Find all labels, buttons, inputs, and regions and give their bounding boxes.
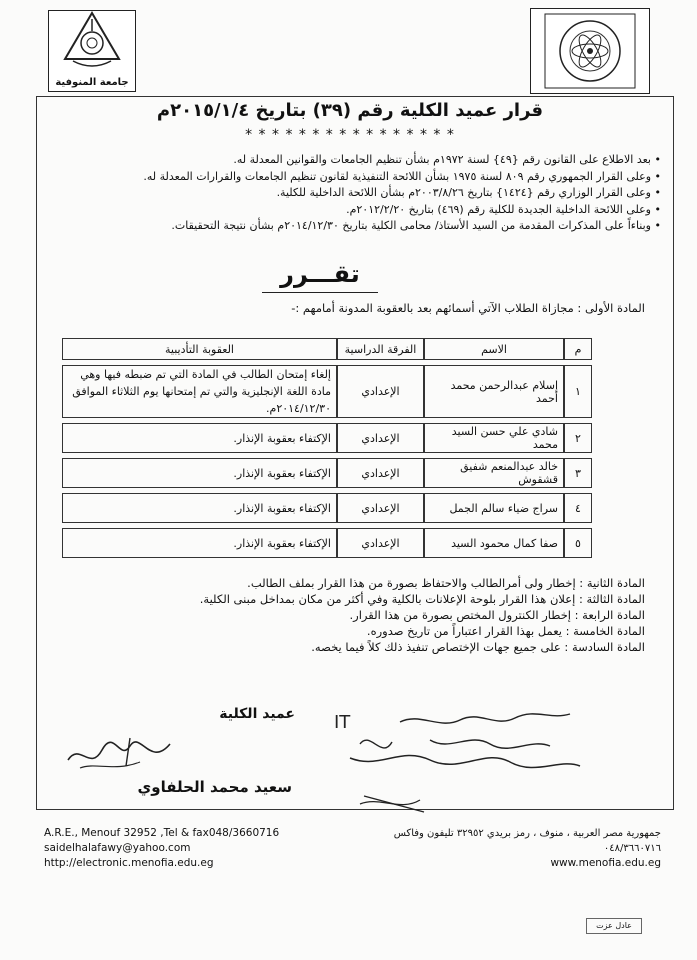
article-item: المادة الرابعة : إخطار الكنترول المختص بصورة من هذا القرار. [349, 608, 645, 622]
row-student-name: خالد عبدالمنعم شفيق قشقوش [424, 458, 564, 488]
row-student-name: سراج ضياء سالم الجمل [424, 493, 564, 523]
footer-website: http://electronic.menofia.edu.eg [44, 857, 214, 869]
row-penalty: الإكتفاء بعقوبة الإنذار. [62, 458, 337, 488]
recital-item: • وبناءاً على المذكرات المقدمة من السيد الأستاذ/ محامى الكلية بتاريخ ٢٠١٤/١٢/٣٠م بشأن نتيجة التحقيقات. [171, 219, 661, 232]
recitals-list [51, 152, 661, 235]
header-name: الاسم [424, 338, 564, 360]
row-penalty: إلغاء إمتحان الطالب في المادة التي تم ضبطه فيها وهي مادة اللغة الإنجليزية والتي تم إمتحانها يوم الثلاثاء الموافق ٢٠١٤/١٢/٣٠م. [62, 365, 337, 418]
row-year: الإعدادي [337, 528, 424, 558]
table-row [62, 365, 592, 418]
table-row [62, 528, 592, 558]
article-one: المادة الأولى : مجازاة الطلاب الآتي أسمائهم بعد بالعقوبة المدونة أمامهم :- [291, 301, 645, 315]
faculty-emblem-icon [531, 9, 649, 93]
decision-heading: تقـــرر [280, 260, 360, 288]
recital-item: • بعد الاطلاع على القانون رقم {٤٩} لسنة ١٩٧٢م بشأن تنظيم الجامعات والقوانين المعدلة له. [233, 153, 661, 166]
footer-contact [44, 826, 279, 871]
row-student-name: إسلام عبدالرحمن محمد أحمد [424, 365, 564, 418]
article-item: المادة السادسة : على جميع جهات الإختصاص تنفيذ ذلك كلاً فيما يخصه. [311, 640, 645, 654]
table-header-row [62, 338, 592, 360]
table-row [62, 458, 592, 488]
heading-underline [262, 292, 378, 293]
faculty-logo [530, 8, 650, 94]
svg-text:IT: IT [334, 712, 351, 733]
row-year: الإعدادي [337, 493, 424, 523]
row-year: الإعدادي [337, 458, 424, 488]
handwritten-annotation [320, 700, 590, 820]
header-number: م [564, 338, 592, 360]
title-separator: * * * * * * * * * * * * * * * * [245, 127, 455, 143]
footer-arabic-contact [361, 826, 661, 871]
row-number: ٥ [564, 528, 592, 558]
row-number: ٤ [564, 493, 592, 523]
header-penalty: العقوبة التأديبية [62, 338, 337, 360]
row-number: ١ [564, 365, 592, 418]
table-row [62, 423, 592, 453]
article-item: المادة الثانية : إخطار ولى أمرالطالب والاحتفاظ بصورة من هذا القرار بملف الطالب. [247, 576, 645, 590]
row-number: ٣ [564, 458, 592, 488]
penalties-table [62, 333, 592, 563]
university-logo [48, 10, 136, 92]
dean-title: عميد الكلية [219, 706, 295, 722]
row-number: ٢ [564, 423, 592, 453]
recital-item: • وعلى القرار الوزاري رقم {١٤٢٤} بتاريخ ٢٠٠٣/٨/٢٦م بشأن اللائحة الداخلية للكلية. [276, 186, 661, 199]
clerk-stamp: عادل عزت [586, 918, 642, 934]
university-emblem-icon [49, 11, 135, 75]
dean-name: سعيد محمد الحلفاوي [137, 778, 292, 796]
row-student-name: صفا كمال محمود السيد [424, 528, 564, 558]
row-penalty: الإكتفاء بعقوبة الإنذار. [62, 423, 337, 453]
row-year: الإعدادي [337, 365, 424, 418]
header-year: الفرقة الدراسية [337, 338, 424, 360]
articles-list [45, 575, 645, 655]
article-item: المادة الخامسة : يعمل بهذا القرار اعتباراً من تاريخ صدوره. [366, 624, 645, 638]
row-penalty: الإكتفاء بعقوبة الإنذار. [62, 528, 337, 558]
table-row [62, 493, 592, 523]
footer-arabic-address: جمهورية مصر العربية ، منوف ، رمز بريدي ٣٢٩٥٢ تليفون وفاكس ٠٤٨/٣٦٦٠٧١٦ [393, 828, 661, 854]
article-item: المادة الثالثة : إعلان هذا القرار بلوحة الإعلانات بالكلية وفي أكثر من مكان بمداخل مبنى الكلية. [199, 592, 645, 606]
decree-title: قرار عميد الكلية رقم (٣٩) بتاريخ ٢٠١٥/١/٤م [156, 100, 544, 121]
row-year: الإعدادي [337, 423, 424, 453]
footer-university-website: www.menofia.edu.eg [550, 857, 661, 869]
footer-address: A.R.E., Menouf 32952 ,Tel & fax048/3660716 [44, 827, 280, 839]
row-penalty: الإكتفاء بعقوبة الإنذار. [62, 493, 337, 523]
recital-item: • وعلى اللائحة الداخلية الجديدة للكلية رقم (٤٦٩) بتاريخ ٢٠١٢/٢/٢٠م. [346, 202, 661, 216]
recital-item: • وعلى القرار الجمهوري رقم ٨٠٩ لسنة ١٩٧٥ بشأن اللائحة التنفيذية لقانون تنظيم الجامعات والقرارات المعدلة له. [143, 169, 661, 183]
footer-email: saidelhalafawy@yahoo.com [44, 842, 191, 854]
row-student-name: شادي علي حسن السيد محمد [424, 423, 564, 453]
university-logo-caption: جامعة المنوفية [55, 77, 129, 88]
dean-signature [60, 732, 180, 782]
